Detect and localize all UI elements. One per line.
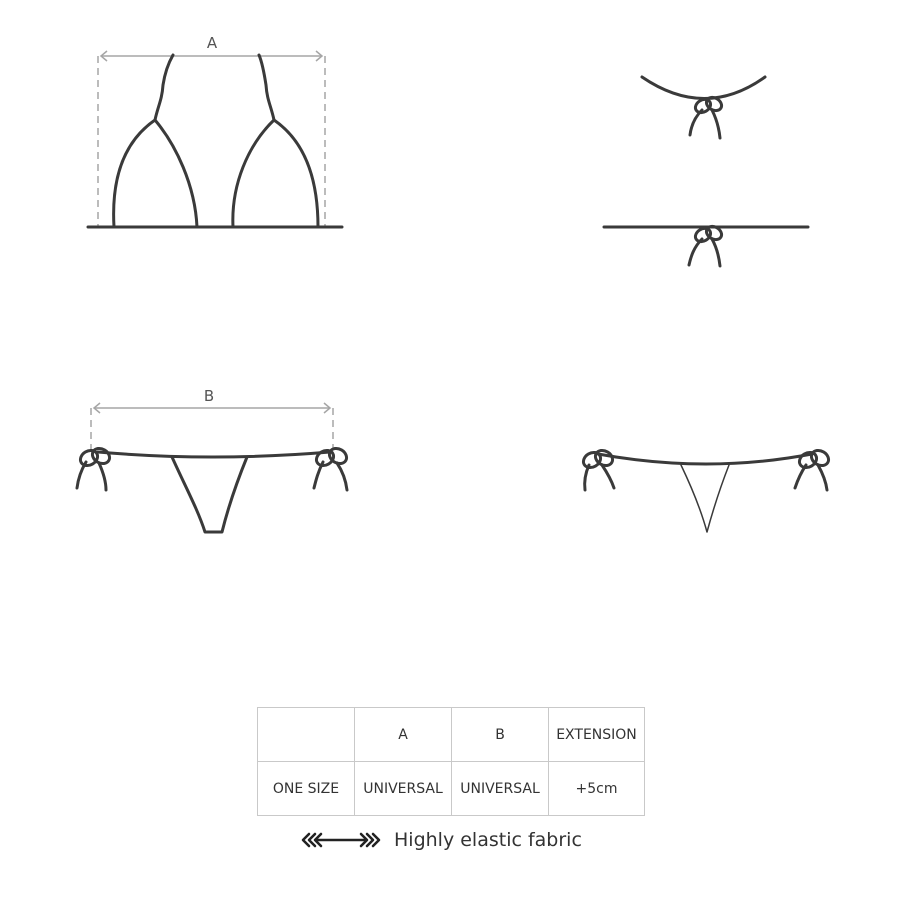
size-table-header-b: B [452,708,549,762]
dimension-a [98,51,325,226]
size-table-size-name: ONE SIZE [258,762,355,816]
size-table-value-a: UNIVERSAL [355,762,452,816]
fabric-note [300,826,582,854]
bottom-front-view [77,387,349,532]
size-table-header-extension: EXTENSION [549,708,645,762]
left-side-tie-icon [77,445,112,490]
left-back-tie-icon [581,447,616,490]
bottom-front-panel [172,457,247,532]
size-table-header-a: A [355,708,452,762]
top-back-view [604,77,808,266]
top-front-view [88,34,342,227]
right-cup [233,120,318,227]
bottom-back-view [581,447,832,532]
left-strap [155,55,173,120]
neck-tie-knot-icon [690,95,724,138]
back-tie-knot-icon [689,224,724,266]
dimension-b-label: B [203,387,215,405]
bottom-back-waistband [598,454,812,464]
size-table-value-b: UNIVERSAL [452,762,549,816]
bottom-front-waistband [98,452,330,457]
dimension-a-label: A [206,34,218,52]
size-table-row [258,762,645,816]
size-table [257,707,645,816]
stretch-arrows-icon [300,832,382,848]
size-table-value-extension: +5cm [549,762,645,816]
right-back-tie-icon [795,447,831,490]
size-table-cell [258,708,355,762]
neck-tie-strap [642,77,765,99]
right-strap [259,55,274,120]
fabric-note-text: Highly elastic fabric [394,829,582,851]
right-side-tie-icon [314,445,350,490]
thong-back-panel [681,465,729,532]
dimension-b [91,403,333,450]
size-table-header-row [258,708,645,762]
left-cup [114,120,197,227]
